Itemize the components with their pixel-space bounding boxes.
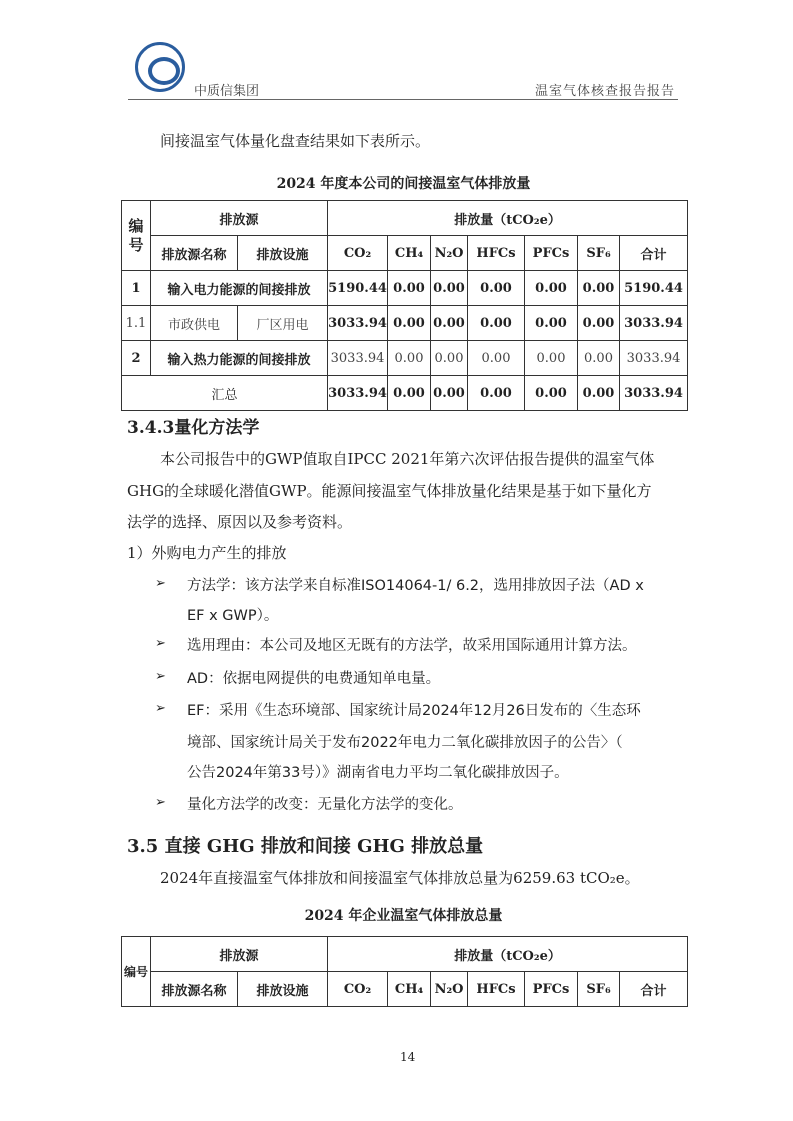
table1-title: 2024 年度本公司的间接温室气体排放量 bbox=[276, 176, 531, 192]
col-gas: N₂O bbox=[431, 972, 468, 1007]
bullet-text: 方法学：该方法学来自标准ISO14064-1/ 6.2，选用排放因子法（AD x bbox=[187, 578, 644, 594]
paragraph: 法学的选择、原因以及参考资料。 bbox=[127, 513, 353, 531]
list-heading: 1）外购电力产生的排放 bbox=[127, 544, 287, 562]
col-gas: 合计 bbox=[620, 972, 688, 1007]
cell: 5190.44 bbox=[328, 271, 388, 306]
cell: 1.1 bbox=[122, 306, 151, 341]
cell: 输入热力能源的间接排放 bbox=[151, 341, 328, 376]
col-facility: 排放设施 bbox=[238, 972, 328, 1007]
col-gas: PFCs bbox=[525, 972, 578, 1007]
cell: 0.00 bbox=[388, 376, 431, 411]
cell: 0.00 bbox=[525, 271, 578, 306]
table-total-row bbox=[122, 376, 688, 411]
bullet-text: 选用理由：本公司及地区无既有的方法学，故采用国际通用计算方法。 bbox=[187, 638, 637, 654]
paragraph: 2024年直接温室气体排放和间接温室气体排放总量为6259.63 tCO₂e。 bbox=[160, 869, 640, 887]
cell: 3033.94 bbox=[328, 306, 388, 341]
col-gas: SF₆ bbox=[578, 236, 620, 271]
cell: 0.00 bbox=[525, 341, 578, 376]
table2-title: 2024 年企业温室气体排放总量 bbox=[304, 908, 503, 924]
bullet-text: 公告2024年第33号）》湖南省电力平均二氧化碳排放因子。 bbox=[187, 765, 569, 781]
intro-text: 间接温室气体量化盘查结果如下表所示。 bbox=[160, 132, 431, 150]
cell: 0.00 bbox=[388, 306, 431, 341]
col-gas: 合计 bbox=[620, 236, 688, 271]
cell: 3033.94 bbox=[620, 341, 688, 376]
header-company: 中质信集团 bbox=[194, 84, 260, 99]
cell: 0.00 bbox=[578, 341, 620, 376]
col-gas: CH₄ bbox=[388, 972, 431, 1007]
col-no: 编号 bbox=[122, 937, 151, 1007]
cell: 0.00 bbox=[578, 306, 620, 341]
cell: 市政供电 bbox=[151, 306, 238, 341]
col-facility: 排放设施 bbox=[238, 236, 328, 271]
bullet-text: 境部、国家统计局关于发布2022年电力二氧化碳排放因子的公告〉（ bbox=[187, 735, 623, 751]
paragraph: GHG的全球暖化潜值GWP。能源间接温室气体排放量化结果是基于如下量化方 bbox=[127, 482, 652, 500]
bullet-text: EF x GWP）。 bbox=[187, 608, 279, 624]
indirect-emissions-table bbox=[121, 200, 688, 411]
cell: 输入电力能源的间接排放 bbox=[151, 271, 328, 306]
cell: 0.00 bbox=[525, 306, 578, 341]
col-source: 排放源 bbox=[151, 201, 328, 236]
arrow-bullet-icon: ➢ bbox=[155, 576, 166, 591]
section-heading: 3.5 直接 GHG 排放和间接 GHG 排放总量 bbox=[127, 836, 484, 857]
cell: 0.00 bbox=[431, 376, 468, 411]
arrow-bullet-icon: ➢ bbox=[155, 669, 166, 684]
cell: 0.00 bbox=[468, 376, 525, 411]
col-name: 排放源名称 bbox=[151, 236, 238, 271]
col-gas: HFCs bbox=[468, 972, 525, 1007]
cell: 0.00 bbox=[578, 376, 620, 411]
cell: 0.00 bbox=[388, 271, 431, 306]
bullet-text: 量化方法学的改变：无量化方法学的变化。 bbox=[187, 797, 463, 813]
arrow-bullet-icon: ➢ bbox=[155, 636, 166, 651]
col-no: 编号 bbox=[122, 201, 151, 271]
cell: 厂区用电 bbox=[238, 306, 328, 341]
cell: 3033.94 bbox=[620, 306, 688, 341]
col-gas: CO₂ bbox=[328, 236, 388, 271]
col-gas: CH₄ bbox=[388, 236, 431, 271]
col-emission: 排放量（tCO₂e） bbox=[328, 937, 688, 972]
bullet-text: EF：采用《生态环境部、国家统计局2024年12月26日发布的〈生态环 bbox=[187, 703, 641, 719]
col-gas: N₂O bbox=[431, 236, 468, 271]
cell: 3033.94 bbox=[328, 341, 388, 376]
cell: 1 bbox=[122, 271, 151, 306]
cell: 2 bbox=[122, 341, 151, 376]
cell: 5190.44 bbox=[620, 271, 688, 306]
table-row bbox=[122, 306, 688, 341]
cell: 0.00 bbox=[468, 306, 525, 341]
cell: 0.00 bbox=[431, 271, 468, 306]
header-rule bbox=[128, 99, 678, 100]
cell: 0.00 bbox=[578, 271, 620, 306]
cell: 0.00 bbox=[388, 341, 431, 376]
paragraph: 本公司报告中的GWP值取自IPCC 2021年第六次评估报告提供的温室气体 bbox=[160, 450, 655, 468]
table-row bbox=[122, 271, 688, 306]
cell: 汇总 bbox=[122, 376, 328, 411]
col-gas: HFCs bbox=[468, 236, 525, 271]
bullet-text: AD：依据电网提供的电费通知单电量。 bbox=[187, 671, 441, 687]
page-number: 14 bbox=[400, 1050, 416, 1064]
col-name: 排放源名称 bbox=[151, 972, 238, 1007]
header-report-title: 温室气体核查报告报告 bbox=[535, 84, 676, 99]
col-source: 排放源 bbox=[151, 937, 328, 972]
cell: 0.00 bbox=[525, 376, 578, 411]
col-emission: 排放量（tCO₂e） bbox=[328, 201, 688, 236]
col-gas: CO₂ bbox=[328, 972, 388, 1007]
total-emissions-table bbox=[121, 936, 688, 1007]
arrow-bullet-icon: ➢ bbox=[155, 701, 166, 716]
section-heading: 3.4.3量化方法学 bbox=[127, 418, 260, 438]
arrow-bullet-icon: ➢ bbox=[155, 795, 166, 810]
col-gas: SF₆ bbox=[578, 972, 620, 1007]
cell: 0.00 bbox=[431, 306, 468, 341]
col-gas: PFCs bbox=[525, 236, 578, 271]
cell: 0.00 bbox=[431, 341, 468, 376]
cell: 3033.94 bbox=[620, 376, 688, 411]
cell: 3033.94 bbox=[328, 376, 388, 411]
company-logo bbox=[135, 42, 185, 92]
cell: 0.00 bbox=[468, 271, 525, 306]
table-row bbox=[122, 341, 688, 376]
cell: 0.00 bbox=[468, 341, 525, 376]
